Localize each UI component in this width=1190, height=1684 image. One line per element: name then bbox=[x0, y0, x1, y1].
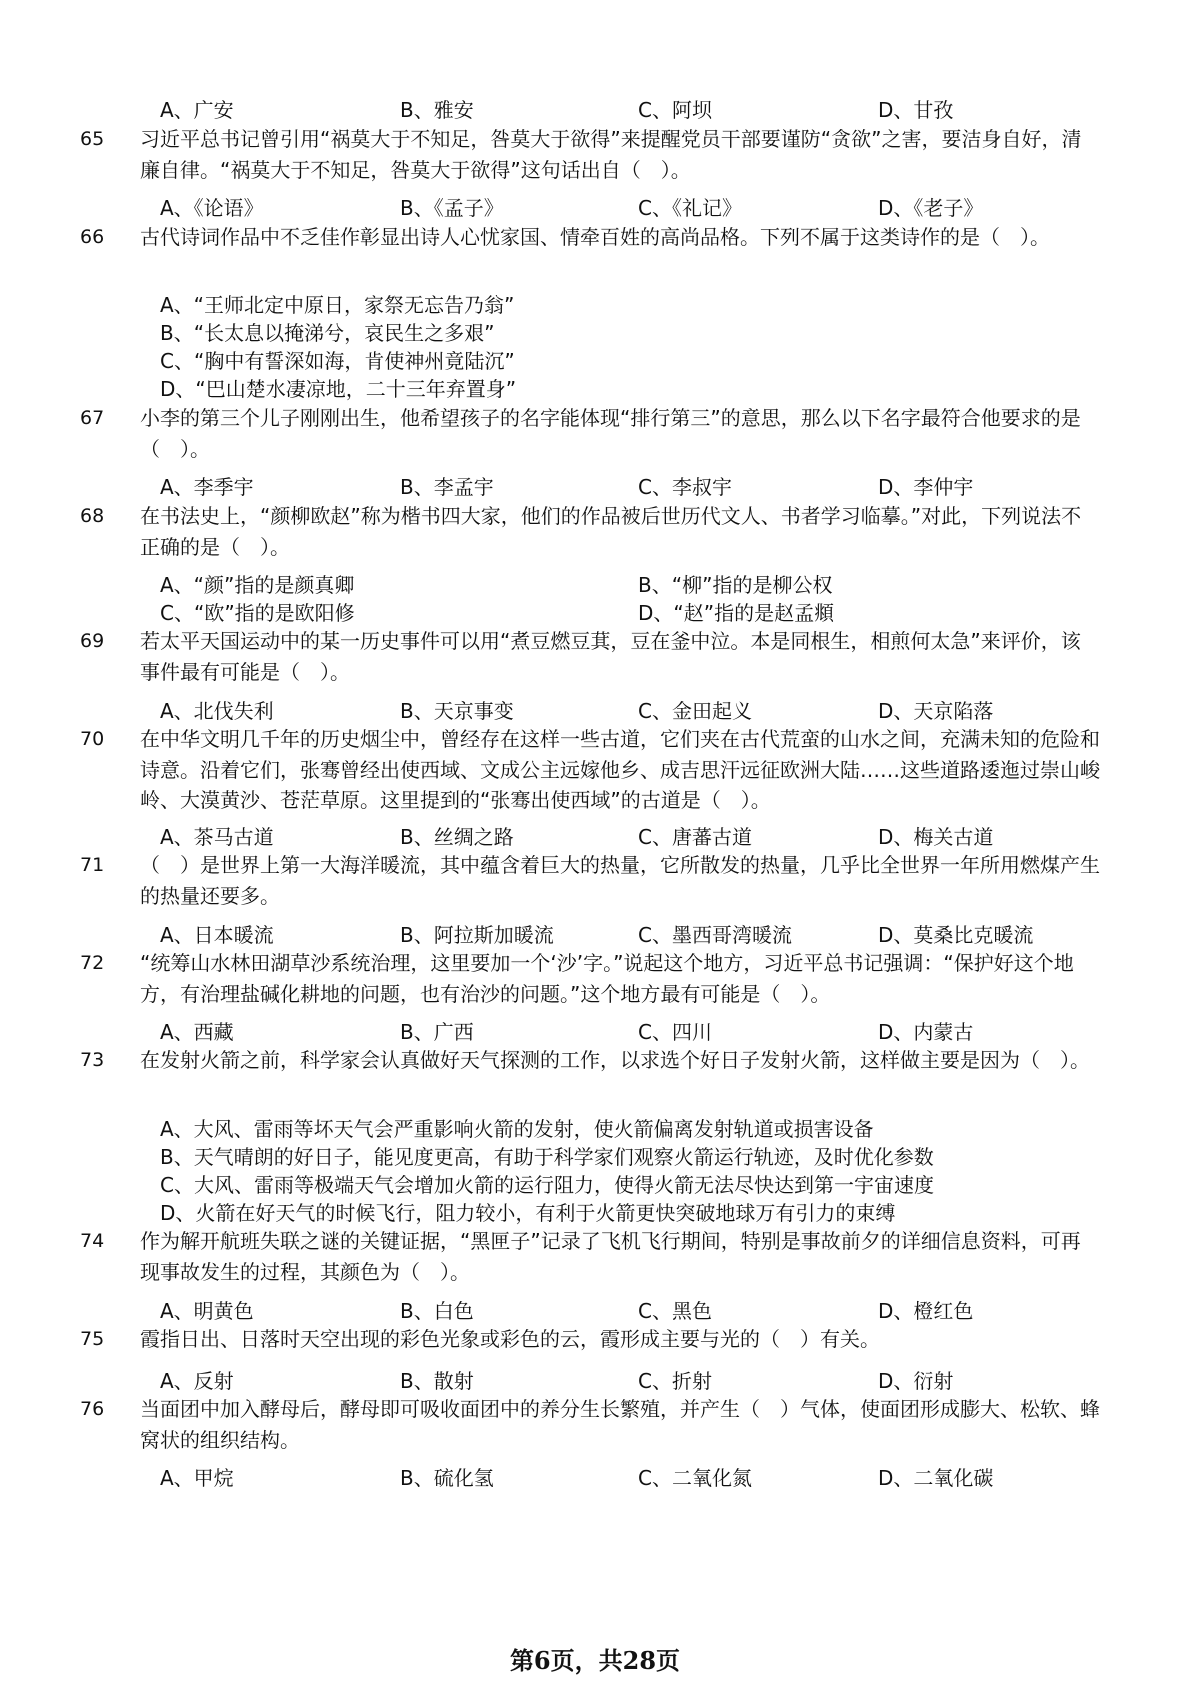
question-stem: 霞指日出、日落时天空出现的彩色光象或彩色的云，霞形成主要与光的（ ）有关。 bbox=[140, 1327, 880, 1351]
option-b: B、天京事变 bbox=[400, 699, 514, 723]
question-number: 72 bbox=[80, 952, 105, 974]
question-number: 68 bbox=[80, 505, 105, 527]
question-number: 70 bbox=[80, 728, 105, 750]
options-row bbox=[160, 1366, 1100, 1396]
question-stem: “统筹山水林田湖草沙系统治理，这里要加一个‘沙’字。”说起这个地方，习近平总书记强调：“保护好这个地方，有治理盐碱化耕地的问题，也有治沙的问题。”这个地方最有可能是（ ）。 bbox=[140, 951, 1074, 1006]
option-d: D、内蒙古 bbox=[878, 1020, 974, 1044]
question-number: 76 bbox=[80, 1398, 105, 1420]
question-number: 67 bbox=[80, 407, 105, 429]
option-d: D、梅关古道 bbox=[878, 825, 994, 849]
option-b: B、“柳”指的是柳公权 bbox=[638, 573, 833, 597]
option-d: D、甘孜 bbox=[878, 98, 954, 122]
option-b: B、《孟子》 bbox=[400, 196, 504, 220]
options-row bbox=[160, 472, 1100, 502]
page-number-footer: 第6页，共28页 bbox=[509, 1646, 681, 1675]
option-d: D、李仲宇 bbox=[878, 475, 974, 499]
option-b: B、雅安 bbox=[400, 98, 474, 122]
option-d: D、橙红色 bbox=[878, 1299, 974, 1323]
question-stem: 在书法史上，“颜柳欧赵”称为楷书四大家，他们的作品被后世历代文人、书者学习临摹。”对此，下列说法不正确的是（ ）。 bbox=[140, 504, 1082, 559]
option-c: C、唐蕃古道 bbox=[638, 825, 752, 849]
option-d: D、火箭在好天气的时候飞行，阻力较小，有利于火箭更快突破地球万有引力的束缚 bbox=[160, 1201, 896, 1225]
option-c: C、《礼记》 bbox=[638, 196, 742, 220]
option-c: C、李叔宇 bbox=[638, 475, 732, 499]
option-b: B、硫化氢 bbox=[400, 1466, 494, 1490]
option-c: C、折射 bbox=[638, 1369, 712, 1393]
option-d: D、莫桑比克暖流 bbox=[878, 923, 1034, 947]
option-a: A、反射 bbox=[160, 1369, 234, 1393]
option-a: A、西藏 bbox=[160, 1020, 234, 1044]
option-a: A、李季宇 bbox=[160, 475, 254, 499]
options-row bbox=[160, 598, 1100, 628]
question-stem: 若太平天国运动中的某一历史事件可以用“煮豆燃豆萁，豆在釜中泣。本是同根生，相煎何太急”来评价，该事件最有可能是（ ）。 bbox=[140, 629, 1081, 684]
question-number: 65 bbox=[80, 128, 105, 150]
options-row bbox=[160, 1463, 1100, 1493]
question-number: 75 bbox=[80, 1328, 105, 1350]
options-row bbox=[160, 920, 1100, 950]
option-b: B、白色 bbox=[400, 1299, 474, 1323]
options-row bbox=[160, 822, 1100, 852]
option-c: C、黑色 bbox=[638, 1299, 712, 1323]
option-a: A、茶马古道 bbox=[160, 825, 274, 849]
option-b: B、丝绸之路 bbox=[400, 825, 514, 849]
option-a: A、日本暖流 bbox=[160, 923, 274, 947]
option-c: C、二氧化氮 bbox=[638, 1466, 752, 1490]
option-a: A、广安 bbox=[160, 98, 234, 122]
option-b: B、广西 bbox=[400, 1020, 474, 1044]
options-q64 bbox=[160, 95, 1100, 125]
options-row bbox=[160, 696, 1100, 726]
question-stem: 在发射火箭之前，科学家会认真做好天气探测的工作，以求选个好日子发射火箭，这样做主要是因为（ ）。 bbox=[140, 1048, 1090, 1072]
option-c: C、大风、雷雨等极端天气会增加火箭的运行阻力，使得火箭无法尽快达到第一宇宙速度 bbox=[160, 1173, 934, 1197]
question-number: 74 bbox=[80, 1230, 105, 1252]
question-stem: 当面团中加入酵母后，酵母即可吸收面团中的养分生长繁殖，并产生（ ）气体，使面团形成膨大、松软、蜂窝状的组织结构。 bbox=[140, 1397, 1100, 1452]
option-a: A、大风、雷雨等坏天气会严重影响火箭的发射，使火箭偏离发射轨道或损害设备 bbox=[160, 1117, 874, 1141]
options-row bbox=[160, 193, 1100, 223]
options-row bbox=[160, 1017, 1100, 1047]
question-stem: 作为解开航班失联之谜的关键证据，“黑匣子”记录了飞机飞行期间，特别是事故前夕的详细信息资料，可再现事故发生的过程，其颜色为（ ）。 bbox=[140, 1229, 1081, 1284]
option-b: B、“长太息以掩涕兮，哀民生之多艰” bbox=[160, 321, 495, 345]
question-number: 66 bbox=[80, 226, 105, 248]
option-c: C、金田起义 bbox=[638, 699, 752, 723]
question-number: 69 bbox=[80, 630, 105, 652]
option-c: C、四川 bbox=[638, 1020, 712, 1044]
option-d: D、二氧化碳 bbox=[878, 1466, 994, 1490]
question-number: 71 bbox=[80, 854, 105, 876]
option-b: B、李孟宇 bbox=[400, 475, 494, 499]
question-stem: 习近平总书记曾引用“祸莫大于不知足，咎莫大于欲得”来提醒党员干部要谨防“贪欲”之害，要洁身自好，清廉自律。“祸莫大于不知足，咎莫大于欲得”这句话出自（ ）。 bbox=[140, 127, 1082, 182]
question-stem: （ ）是世界上第一大海洋暖流，其中蕴含着巨大的热量，它所散发的热量，几乎比全世界一年所用燃煤产生的热量还要多。 bbox=[140, 853, 1100, 908]
options-row bbox=[160, 570, 1100, 600]
option-d: D、《老子》 bbox=[878, 196, 984, 220]
option-d: D、衍射 bbox=[878, 1369, 954, 1393]
option-a: A、甲烷 bbox=[160, 1466, 234, 1490]
question-stem: 在中华文明几千年的历史烟尘中，曾经存在这样一些古道，它们夹在古代荒蛮的山水之间，充满未知的危险和诗意。沿着它们，张骞曾经出使西域、文成公主远嫁他乡、成吉思汗远征欧洲大陆……这些道路逶迤过崇山峻岭、大漠黄沙、苍茫草原。这里提到的“张骞出使西域”的古道是（ ）。 bbox=[140, 727, 1100, 812]
question-number: 73 bbox=[80, 1049, 105, 1071]
option-d: D、“巴山楚水凄凉地，二十三年弃置身” bbox=[160, 377, 517, 401]
option-c: C、阿坝 bbox=[638, 98, 712, 122]
option-a: A、“王师北定中原日，家祭无忘告乃翁” bbox=[160, 293, 515, 317]
option-d: D、天京陷落 bbox=[878, 699, 994, 723]
option-b: B、散射 bbox=[400, 1369, 474, 1393]
option-a: A、“颜”指的是颜真卿 bbox=[160, 573, 355, 597]
option-b: B、天气晴朗的好日子，能见度更高，有助于科学家们观察火箭运行轨迹，及时优化参数 bbox=[160, 1145, 934, 1169]
option-a: A、明黄色 bbox=[160, 1299, 254, 1323]
option-a: A、北伐失利 bbox=[160, 699, 274, 723]
option-d: D、“赵”指的是赵孟頫 bbox=[638, 601, 835, 625]
option-b: B、阿拉斯加暖流 bbox=[400, 923, 554, 947]
option-c: C、“欧”指的是欧阳修 bbox=[160, 601, 355, 625]
options-row bbox=[160, 1296, 1100, 1326]
question-stem: 古代诗词作品中不乏佳作彰显出诗人心忧家国、情牵百姓的高尚品格。下列不属于这类诗作的是（ ）。 bbox=[140, 225, 1050, 249]
question-stem: 小李的第三个儿子刚刚出生，他希望孩子的名字能体现“排行第三”的意思，那么以下名字最符合他要求的是（ ）。 bbox=[140, 406, 1081, 461]
option-c: C、“胸中有誓深如海，肯使神州竟陆沉” bbox=[160, 349, 515, 373]
option-c: C、墨西哥湾暖流 bbox=[638, 923, 792, 947]
option-a: A、《论语》 bbox=[160, 196, 264, 220]
